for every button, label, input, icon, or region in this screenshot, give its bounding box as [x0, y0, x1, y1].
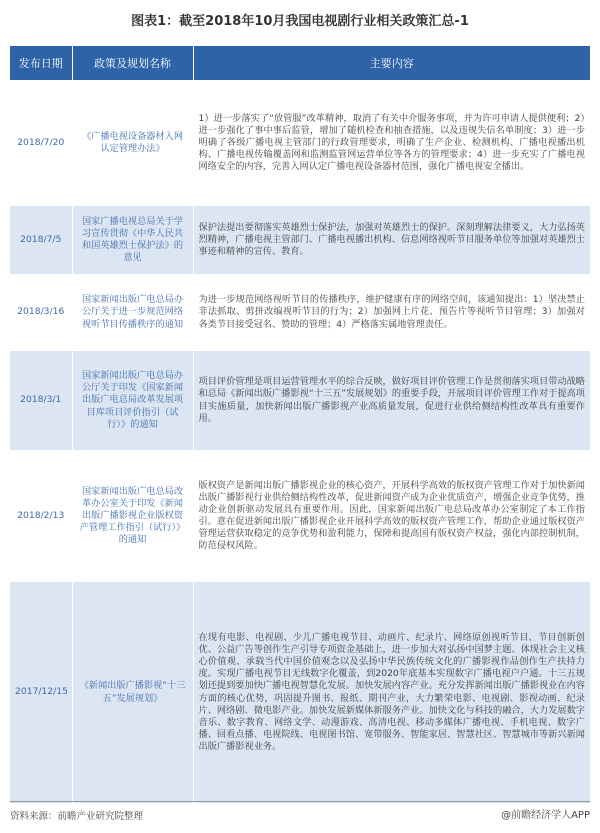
- header-date: 发布日期: [10, 46, 72, 81]
- source-note: 资料来源：前瞻产业研究院整理: [10, 811, 144, 822]
- row-content: 版权资产是新闻出版广播影视企业的核心资产，开展科学高效的版权资产管理工作对于加快新闻出版广播影视行业供给侧结构性改革，促进新闻资产成为企业优质资产，增强企业竞争优势，推动企业创新驱动发展具有重要作用。因此，国家新闻出版广电总局改革办公室制定了本工作指引。意在促进新闻出版广播影视企业开展科学高效的版权资产管理工作，帮助企业通过版权资产管理运营获取稳定的竞争优势和盈利能力，保障和提高国有版权资产权益，强化内部控制机制，防范侵权风险。: [193, 451, 590, 581]
- row-content: 为进一步规范网络视听节目的传播秩序，维护健康有序的网络空间，该通知提出：1）坚决禁止非法抓取、剪拼改编视听节目的行为；2）加强网上片花、预告片等视听节目管理；3）加强对各类节目接受冠名、赞助的管理；4）严格落实属地管理责任。: [193, 275, 590, 350]
- row-policy-name: 《新闻出版广播影视“十三五”发展规划》: [72, 581, 193, 803]
- footer-divider: [10, 801, 590, 802]
- row-date: 2018/3/16: [10, 275, 72, 350]
- row-policy-name: 国家新闻出版广电总局改革办公室关于印发《新闻出版广播影视企业版权资产管理工作指引（试行）》的通知: [72, 451, 193, 581]
- row-date: 2018/2/13: [10, 451, 72, 581]
- header-name: 政策及规划名称: [72, 46, 193, 81]
- row-date: 2017/12/15: [10, 581, 72, 803]
- row-policy-name: 《广播电视设备器材入网认定管理办法》: [72, 81, 193, 205]
- row-content: 项目评价管理是项目运营管理水平的综合反映，做好项目评价管理工作是贯彻落实项目带动战略和总局《新闻出版广播影视“十三五”发展规划》的重要手段，开展项目评价管理工作对于提高项目实施质量，加快新闻出版广播影视产业高质量发展，促进行业供给侧结构性改革具有重要作用。: [193, 350, 590, 451]
- table-row: [10, 581, 590, 803]
- table-row: [10, 451, 590, 581]
- row-date: 2018/7/20: [10, 81, 72, 205]
- row-content: 在现有电影、电视剧、少儿广播电视节目、动画片、纪录片、网络原创视听节目、节目创新创优、公益广告等创作生产引导专项资金基础上，进一步加大对弘扬中国梦主题、体现社会主义核心价值观、承载当代中国价值观念以及弘扬中华民族传统文化的广播影视作品创作生产扶持力度。实现广播电视节目无线数字化覆盖，到2020年底基本实现数字广播电视户户通。十三五规划还提到要加快广播电视智慧化发展。加快发展内容产业。充分发挥新闻出版广播影视业在内容方面的核心优势，巩固提升图书、报纸、期刊产业，大力繁荣电影、电视剧、影视动画、纪录片、网络剧、微电影产业。加快发展新媒体新服务产业。加快文化与科技的融合，大力发展数字音乐、数字教育、网络文学、动漫游戏、高清电视、移动多媒体广播电视、手机电视、数字广播、回看点播、电视院线、电视图书馆、宽带服务、智能家居、智慧社区、智慧城市等新兴新闻出版广播影视业务。: [193, 581, 590, 803]
- row-policy-name: 国家新闻出版广电总局办公厅关于印发《国家新闻出版广电总局改革发展项目库项目评价指引（试行）》的通知: [72, 350, 193, 451]
- table-row: [10, 205, 590, 275]
- brand-watermark: @前瞻经济学人APP: [501, 810, 590, 821]
- row-policy-name: 国家广播电视总局关于学习宣传贯彻《中华人民共和国英雄烈士保护法》的意见: [72, 205, 193, 275]
- table-row: [10, 81, 590, 205]
- table-header-row: [10, 46, 590, 81]
- row-content: 1）进一步落实了“放管服”改革精神，取消了有关中介服务事项，并为许可申请人提供便利；2）进一步强化了事中事后监管，增加了随机检查和抽查措施，以及违规失信名单制度；3）进一步明确了各级广播电视主管部门的行政管理要求，明确了生产企业、检测机构、广播电视播出机构、广播电视传输覆盖网和监测监管网运营单位等各方的管理要求；4）进一步充实了广播电视网络安全的内容，完善入网认定广播电视设备器材范围，强化广播电视安全播出。: [193, 81, 590, 205]
- table-row: [10, 350, 590, 451]
- table-row: [10, 275, 590, 350]
- row-content: 保护法提出要彻落实英雄烈士保护法，加强对英雄烈士的保护。深刻理解法律要义，大力弘扬英烈精神，广播电视主管部门、广播电视播出机构、信息网络视听节目服务单位等加强对英雄烈士事迹和精神的宣传、教育。: [193, 205, 590, 275]
- row-date: 2018/3/1: [10, 350, 72, 451]
- row-policy-name: 国家新闻出版广电总局办公厅关于进一步规范网络视听节目传播秩序的通知: [72, 275, 193, 350]
- header-content: 主要内容: [193, 46, 590, 81]
- policy-table: [10, 46, 590, 803]
- row-date: 2018/7/5: [10, 205, 72, 275]
- table-title: 图表1：截至2018年10月我国电视剧行业相关政策汇总-1: [131, 14, 469, 29]
